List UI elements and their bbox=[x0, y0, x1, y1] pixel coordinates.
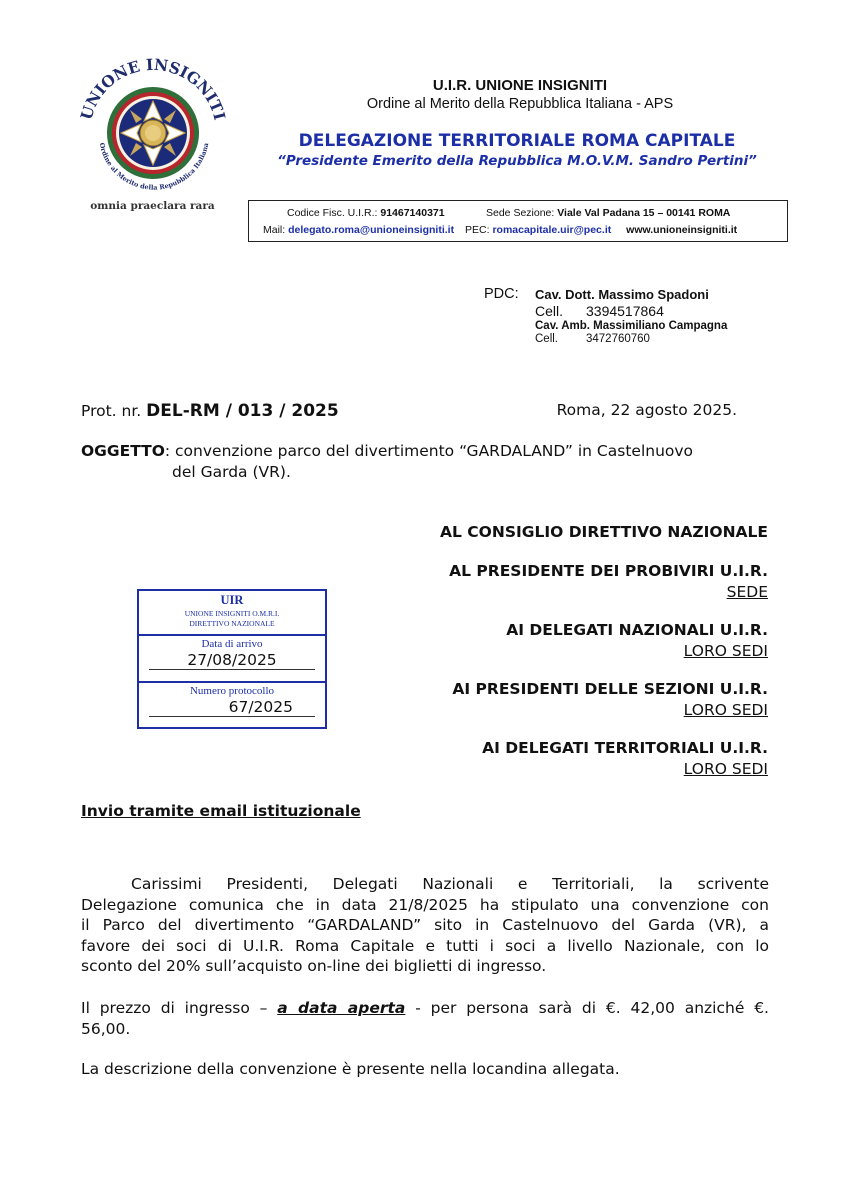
uir-logo bbox=[70, 45, 235, 220]
body-line: favore dei soci di U.I.R. Roma Capitale e tutti i soci a livello Nazionale, con lo bbox=[81, 936, 769, 955]
recipient-name: AL CONSIGLIO DIRETTIVO NAZIONALE bbox=[440, 523, 768, 541]
stamp-protocol-value: 67/2025 bbox=[149, 698, 315, 717]
codice-label: Codice Fisc. U.I.R.: bbox=[287, 207, 378, 219]
price-line-2: 56,00. bbox=[81, 1019, 131, 1038]
delegation-title: DELEGAZIONE TERRITORIALE ROMA CAPITALE bbox=[298, 131, 736, 151]
stamp-divider bbox=[139, 634, 325, 636]
info-line-sede bbox=[486, 207, 730, 219]
pdc-contact1-name: Cav. Dott. Massimo Spadoni bbox=[535, 287, 709, 302]
website-link[interactable]: www.unioneinsigniti.it bbox=[626, 224, 738, 236]
subject-text: : convenzione parco del divertimento “GARDALAND” in Castelnuovo bbox=[164, 442, 694, 460]
logo-ring-text: UNIONE INSIGNITI bbox=[76, 54, 230, 123]
body-paragraph-3: La descrizione della convenzione è presente nella locandina allegata. bbox=[81, 1060, 620, 1078]
info-line-2 bbox=[263, 224, 737, 236]
info-line-1 bbox=[287, 207, 445, 219]
stamp-line-2: DIRETTIVO NAZIONALE bbox=[189, 619, 275, 628]
body-line: Carissimi Presidenti, Delegati Nazionali e Territoriali, la scrivente bbox=[131, 875, 769, 893]
mail-label: Mail: bbox=[263, 224, 286, 236]
protocol-number: DEL-RM / 013 / 2025 bbox=[146, 401, 339, 421]
body-paragraph-2 bbox=[81, 998, 769, 1039]
pdc-label: PDC: bbox=[484, 286, 519, 302]
pdc-contact2-cell-label: Cell. bbox=[535, 333, 559, 345]
subject-line-2: del Garda (VR). bbox=[172, 463, 291, 481]
recipient-name: AI DELEGATI TERRITORIALI U.I.R. bbox=[482, 739, 768, 757]
recipient-location: LORO SEDI bbox=[683, 760, 768, 778]
stamp-protocol-label: Numero protocollo bbox=[189, 685, 274, 697]
mail-link[interactable]: delegato.roma@unioneinsigniti.it bbox=[288, 224, 455, 236]
price-line bbox=[81, 998, 769, 1019]
body-line: Delegazione comunica che in data 21/8/2025 ha stipulato una convenzione con bbox=[81, 895, 769, 914]
price-text-before: Il prezzo di ingresso – bbox=[81, 999, 268, 1017]
protocol-label: Prot. nr. bbox=[81, 402, 142, 420]
price-emphasis: a data aperta bbox=[277, 999, 406, 1017]
org-subtitle: Ordine al Merito della Repubblica Italiana - APS bbox=[366, 96, 674, 112]
subject-label: OGGETTO bbox=[81, 442, 165, 460]
stamp-arrival-value: 27/08/2025 bbox=[149, 651, 315, 670]
send-note: Invio tramite email istituzionale bbox=[81, 802, 361, 820]
sede-label: Sede Sezione: bbox=[486, 207, 555, 219]
stamp-title: UIR bbox=[220, 593, 244, 607]
recipient-name: AL PRESIDENTE DEI PROBIVIRI U.I.R. bbox=[449, 562, 768, 580]
pec-link[interactable]: romacapitale.uir@pec.it bbox=[492, 224, 612, 236]
pdc-contact1-cell: 3394517864 bbox=[586, 303, 664, 319]
body-paragraph-1 bbox=[81, 874, 769, 977]
body-line: il Parco del divertimento “GARDALAND” sito in Castelnuovo del Garda (VR), a bbox=[81, 916, 769, 934]
recipient-location: LORO SEDI bbox=[683, 642, 768, 660]
pdc-contact1-cell-label: Cell. bbox=[535, 303, 564, 319]
protocol-line bbox=[81, 401, 339, 421]
recipient-name: AI DELEGATI NAZIONALI U.I.R. bbox=[506, 621, 768, 639]
sede-value: Viale Val Padana 15 – 00141 ROMA bbox=[557, 207, 731, 219]
pec-label: PEC: bbox=[465, 224, 490, 236]
arrival-stamp bbox=[137, 589, 327, 729]
recipient-location: LORO SEDI bbox=[683, 701, 768, 719]
stamp-line-1: UNIONE INSIGNITI O.M.R.I. bbox=[184, 609, 280, 618]
subject-line-1 bbox=[81, 442, 693, 460]
logo-motto: omnia praeclara rara bbox=[90, 200, 215, 212]
stamp-arrival-label: Data di arrivo bbox=[201, 638, 263, 650]
place-date: Roma, 22 agosto 2025. bbox=[556, 401, 737, 419]
codice-value: 91467140371 bbox=[380, 207, 445, 219]
pdc-contact2-cell: 3472760760 bbox=[586, 333, 650, 345]
logo-ring-text-lower: Ordine al Merito della Repubblica Italiana bbox=[97, 142, 211, 192]
recipient-name: AI PRESIDENTI DELLE SEZIONI U.I.R. bbox=[452, 680, 768, 698]
contact-info-box bbox=[248, 200, 788, 242]
body-line: sconto del 20% sull’acquisto on-line dei biglietti di ingresso. bbox=[81, 957, 547, 975]
org-name: U.I.R. UNIONE INSIGNITI bbox=[432, 77, 608, 94]
recipient-location: SEDE bbox=[726, 583, 768, 601]
price-text-after: - per persona sarà di €. 42,00 anziché €. bbox=[415, 999, 769, 1017]
pdc-contact2-name: Cav. Amb. Massimiliano Campagna bbox=[535, 320, 728, 332]
delegation-subtitle: “Presidente Emerito della Repubblica M.O.V.M. Sandro Pertini” bbox=[277, 153, 757, 169]
stamp-divider bbox=[139, 681, 325, 683]
